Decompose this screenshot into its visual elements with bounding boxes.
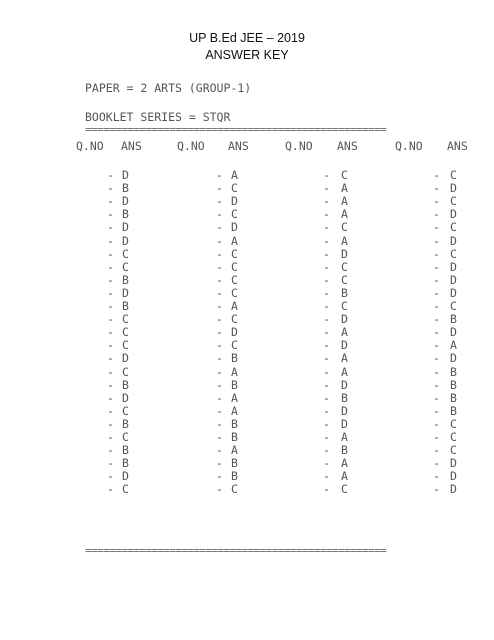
- separator-dash: -: [107, 403, 114, 418]
- answer-letter: A: [341, 456, 348, 471]
- top-divider: ==================================================: [85, 123, 387, 136]
- separator-dash: -: [323, 168, 330, 182]
- answer-letter: C: [231, 482, 238, 497]
- answer-letter: C: [122, 259, 129, 274]
- answer-letter: C: [122, 312, 129, 327]
- answer-letter: C: [122, 338, 129, 353]
- separator-dash: -: [323, 246, 330, 261]
- answer-letter: D: [122, 194, 129, 209]
- separator-dash: -: [323, 469, 330, 484]
- separator-dash: -: [323, 207, 330, 222]
- answer-letter: C: [231, 285, 238, 300]
- paper-info: PAPER = 2 ARTS (GROUP-1): [85, 81, 252, 95]
- answer-letter: A: [341, 469, 348, 484]
- separator-dash: -: [433, 194, 440, 209]
- answer-letter: C: [450, 194, 457, 209]
- separator-dash: -: [216, 364, 223, 379]
- separator-dash: -: [433, 272, 440, 287]
- separator-dash: -: [107, 285, 114, 300]
- column-header-3-qno: Q.NO: [285, 139, 313, 153]
- answer-letter: D: [231, 194, 238, 209]
- separator-dash: -: [107, 299, 114, 313]
- separator-dash: -: [216, 181, 223, 196]
- separator-dash: -: [107, 220, 114, 235]
- answer-letter: D: [450, 207, 457, 222]
- separator-dash: -: [107, 207, 114, 222]
- answer-letter: A: [341, 364, 348, 379]
- answer-letter: B: [231, 456, 238, 471]
- separator-dash: -: [216, 469, 223, 484]
- answer-letter: C: [450, 443, 457, 458]
- answer-letter: C: [450, 299, 457, 313]
- answer-letter: A: [231, 168, 238, 182]
- answer-letter: D: [450, 259, 457, 274]
- answer-letter: B: [122, 456, 129, 471]
- separator-dash: -: [433, 181, 440, 196]
- column-header-4-ans: ANS: [447, 139, 468, 153]
- answer-letter: C: [450, 246, 457, 261]
- answer-letter: A: [341, 325, 348, 340]
- separator-dash: -: [216, 416, 223, 431]
- separator-dash: -: [107, 312, 114, 327]
- answer-letter: C: [341, 482, 348, 497]
- separator-dash: -: [433, 246, 440, 261]
- answer-letter: C: [341, 220, 348, 235]
- answer-letter: D: [450, 285, 457, 300]
- separator-dash: -: [216, 299, 223, 313]
- answer-letter: D: [122, 390, 129, 405]
- answer-letter: B: [122, 443, 129, 458]
- separator-dash: -: [323, 299, 330, 313]
- separator-dash: -: [216, 233, 223, 248]
- separator-dash: -: [323, 325, 330, 340]
- separator-dash: -: [323, 377, 330, 392]
- answer-letter: D: [341, 312, 348, 327]
- answer-letter: B: [122, 299, 129, 313]
- separator-dash: -: [433, 207, 440, 222]
- separator-dash: -: [323, 456, 330, 471]
- separator-dash: -: [323, 181, 330, 196]
- separator-dash: -: [323, 390, 330, 405]
- answer-letter: D: [122, 220, 129, 235]
- bottom-divider: ==================================================: [85, 544, 387, 557]
- answer-letter: D: [122, 233, 129, 248]
- answer-letter: C: [122, 325, 129, 340]
- answer-letter: D: [450, 469, 457, 484]
- answer-letter: D: [450, 456, 457, 471]
- answer-letter: D: [450, 181, 457, 196]
- column-header-1-qno: Q.NO: [76, 139, 104, 153]
- separator-dash: -: [216, 403, 223, 418]
- answer-letter: C: [122, 403, 129, 418]
- column-header-4-qno: Q.NO: [395, 139, 423, 153]
- answer-letter: B: [450, 403, 457, 418]
- answer-letter: C: [122, 430, 129, 444]
- separator-dash: -: [107, 430, 114, 444]
- answer-letter: C: [341, 168, 348, 182]
- separator-dash: -: [323, 364, 330, 379]
- column-header-1-ans: ANS: [121, 139, 142, 153]
- separator-dash: -: [107, 181, 114, 196]
- separator-dash: -: [323, 259, 330, 274]
- separator-dash: -: [216, 338, 223, 353]
- separator-dash: -: [216, 220, 223, 235]
- separator-dash: -: [433, 403, 440, 418]
- separator-dash: -: [433, 312, 440, 327]
- separator-dash: -: [433, 233, 440, 248]
- separator-dash: -: [216, 430, 223, 444]
- answer-letter: B: [231, 351, 238, 366]
- separator-dash: -: [107, 469, 114, 484]
- separator-dash: -: [433, 325, 440, 340]
- answer-letter: D: [341, 403, 348, 418]
- separator-dash: -: [433, 299, 440, 313]
- booklet-series: BOOKLET SERIES = STQR: [85, 110, 231, 124]
- answer-letter: B: [341, 443, 348, 458]
- separator-dash: -: [433, 338, 440, 353]
- separator-dash: -: [216, 285, 223, 300]
- separator-dash: -: [107, 272, 114, 287]
- separator-dash: -: [107, 325, 114, 340]
- answer-letter: D: [341, 416, 348, 431]
- separator-dash: -: [323, 338, 330, 353]
- separator-dash: -: [107, 351, 114, 366]
- separator-dash: -: [433, 390, 440, 405]
- answer-letter: C: [122, 246, 129, 261]
- answer-letter: A: [231, 364, 238, 379]
- separator-dash: -: [216, 207, 223, 222]
- separator-dash: -: [323, 272, 330, 287]
- answer-letter: D: [122, 469, 129, 484]
- separator-dash: -: [433, 364, 440, 379]
- separator-dash: -: [433, 351, 440, 366]
- column-header-2-qno: Q.NO: [177, 139, 205, 153]
- answer-letter: D: [450, 233, 457, 248]
- separator-dash: -: [107, 416, 114, 431]
- separator-dash: -: [323, 430, 330, 444]
- answer-letter: C: [231, 338, 238, 353]
- answer-letter: B: [450, 364, 457, 379]
- column-header-3-ans: ANS: [337, 139, 358, 153]
- answer-letter: C: [341, 299, 348, 313]
- answer-letter: C: [450, 168, 457, 182]
- separator-dash: -: [216, 259, 223, 274]
- answer-letter: B: [122, 207, 129, 222]
- separator-dash: -: [216, 194, 223, 209]
- separator-dash: -: [216, 482, 223, 497]
- column-header-2-ans: ANS: [228, 139, 249, 153]
- answer-letter: A: [231, 443, 238, 458]
- separator-dash: -: [323, 233, 330, 248]
- separator-dash: -: [216, 377, 223, 392]
- separator-dash: -: [323, 443, 330, 458]
- separator-dash: -: [323, 194, 330, 209]
- answer-letter: B: [122, 377, 129, 392]
- separator-dash: -: [323, 403, 330, 418]
- separator-dash: -: [323, 416, 330, 431]
- answer-letter: D: [450, 325, 457, 340]
- answer-letter: D: [231, 325, 238, 340]
- separator-dash: -: [433, 469, 440, 484]
- answer-letter: C: [122, 364, 129, 379]
- separator-dash: -: [216, 312, 223, 327]
- separator-dash: -: [216, 456, 223, 471]
- answer-letter: B: [122, 181, 129, 196]
- answer-letter: B: [450, 377, 457, 392]
- answer-letter: B: [231, 377, 238, 392]
- separator-dash: -: [107, 390, 114, 405]
- separator-dash: -: [107, 338, 114, 353]
- separator-dash: -: [216, 168, 223, 182]
- answer-letter: A: [341, 233, 348, 248]
- answer-letter: C: [450, 416, 457, 431]
- separator-dash: -: [433, 416, 440, 431]
- separator-dash: -: [216, 390, 223, 405]
- separator-dash: -: [323, 285, 330, 300]
- separator-dash: -: [107, 233, 114, 248]
- answer-letter: B: [122, 272, 129, 287]
- answer-letter: D: [341, 338, 348, 353]
- answer-letter: D: [341, 377, 348, 392]
- answer-letter: C: [231, 272, 238, 287]
- answer-letter: A: [341, 207, 348, 222]
- separator-dash: -: [107, 246, 114, 261]
- separator-dash: -: [433, 168, 440, 182]
- separator-dash: -: [433, 259, 440, 274]
- separator-dash: -: [107, 259, 114, 274]
- separator-dash: -: [433, 220, 440, 235]
- answer-letter: B: [341, 285, 348, 300]
- answer-letter: A: [231, 390, 238, 405]
- separator-dash: -: [216, 325, 223, 340]
- separator-dash: -: [433, 456, 440, 471]
- answer-letter: C: [122, 482, 129, 497]
- answer-letter: C: [231, 312, 238, 327]
- answer-letter: A: [450, 338, 457, 353]
- answer-letter: A: [341, 181, 348, 196]
- separator-dash: -: [323, 482, 330, 497]
- separator-dash: -: [216, 272, 223, 287]
- answer-letter: C: [231, 259, 238, 274]
- separator-dash: -: [216, 351, 223, 366]
- separator-dash: -: [107, 482, 114, 497]
- answer-letter: B: [341, 390, 348, 405]
- answer-letter: B: [231, 416, 238, 431]
- answer-letter: D: [122, 351, 129, 366]
- answer-letter: B: [122, 416, 129, 431]
- answer-letter: D: [450, 351, 457, 366]
- answer-letter: A: [231, 299, 238, 313]
- separator-dash: -: [216, 443, 223, 458]
- answer-letter: A: [231, 403, 238, 418]
- answer-letter: B: [450, 390, 457, 405]
- answer-letter: D: [231, 220, 238, 235]
- answer-letter: C: [231, 246, 238, 261]
- answer-letter: A: [341, 430, 348, 444]
- answer-letter: B: [231, 469, 238, 484]
- answer-letter: A: [231, 233, 238, 248]
- answer-letter: D: [450, 272, 457, 287]
- document-subtitle: ANSWER KEY: [205, 48, 289, 62]
- separator-dash: -: [107, 377, 114, 392]
- separator-dash: -: [323, 220, 330, 235]
- document-title: UP B.Ed JEE – 2019: [189, 31, 305, 45]
- answer-letter: C: [341, 259, 348, 274]
- answer-letter: C: [450, 220, 457, 235]
- separator-dash: -: [323, 312, 330, 327]
- separator-dash: -: [107, 443, 114, 458]
- separator-dash: -: [107, 364, 114, 379]
- answer-letter: D: [341, 246, 348, 261]
- answer-letter: A: [341, 351, 348, 366]
- answer-letter: C: [450, 430, 457, 444]
- answer-letter: B: [450, 312, 457, 327]
- answer-letter: B: [231, 430, 238, 444]
- answer-letter: A: [341, 194, 348, 209]
- answer-letter: D: [122, 285, 129, 300]
- separator-dash: -: [323, 351, 330, 366]
- separator-dash: -: [433, 443, 440, 458]
- separator-dash: -: [433, 430, 440, 444]
- separator-dash: -: [433, 482, 440, 497]
- separator-dash: -: [107, 168, 114, 182]
- answer-letter: D: [450, 482, 457, 497]
- answer-letter: C: [231, 207, 238, 222]
- separator-dash: -: [216, 246, 223, 261]
- separator-dash: -: [107, 194, 114, 209]
- answer-letter: C: [341, 272, 348, 287]
- separator-dash: -: [107, 456, 114, 471]
- answer-letter: C: [231, 181, 238, 196]
- separator-dash: -: [433, 377, 440, 392]
- separator-dash: -: [433, 285, 440, 300]
- answer-letter: D: [122, 168, 129, 182]
